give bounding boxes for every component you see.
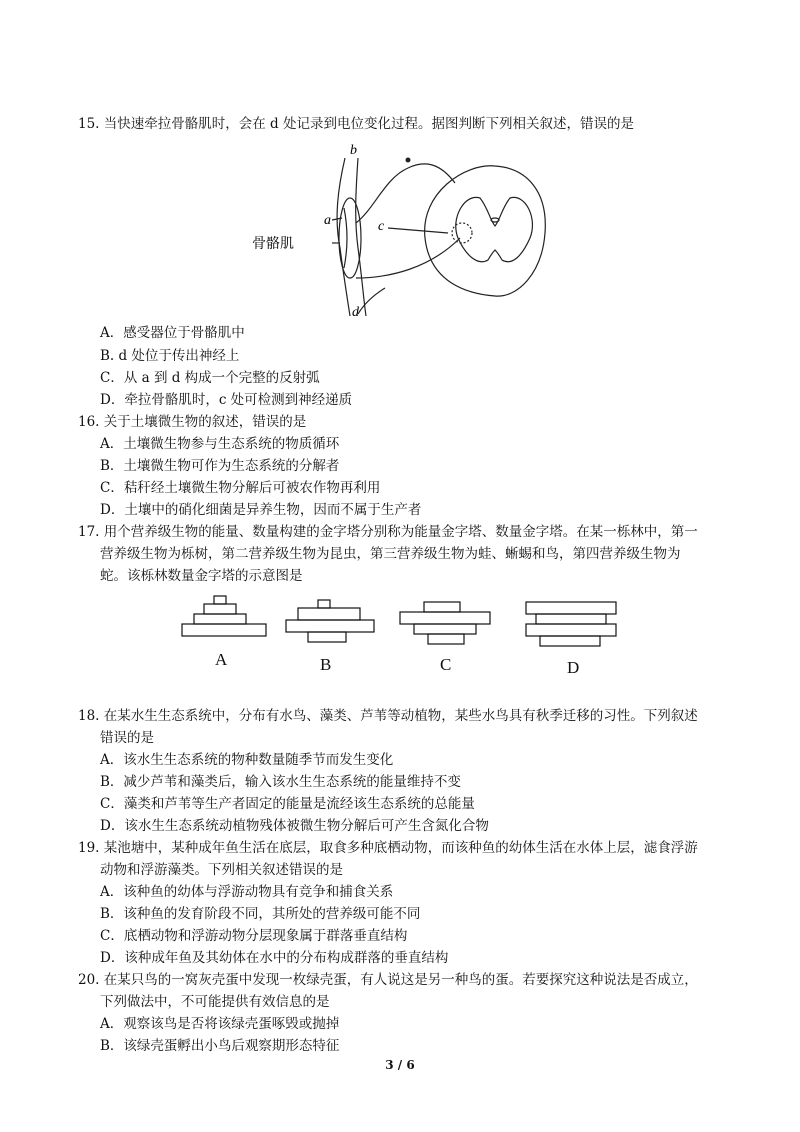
pyramid-a-level-1 [182,624,266,636]
q17-stem-line-2: 营养级生物为栎树，第二营养级生物为昆虫，第三营养级生物为蛙、蜥蜴和鸟，第四营养级生物为 [100,546,681,562]
q15-option-c: C．从 a 到 d 构成一个完整的反射弧 [100,370,320,386]
q15-option-d: D．牵拉骨骼肌时，c 处可检测到神经递质 [100,392,353,408]
label-muscle: 骨骼肌 [252,236,294,252]
q16-stem: 16. 关于土壤微生物的叙述，错误的是 [78,414,307,430]
q18-option-a: A．该水生生态系统的物种数量随季节而发生变化 [100,752,394,768]
pyramid-b-level-1 [308,632,346,642]
q15-option-b: B. d 处位于传出神经上 [100,348,240,364]
q20-stem-line-2: 下列做法中，不可能提供有效信息的是 [100,994,330,1010]
label-d: d [352,305,359,320]
q18-option-c: C．藻类和芦苇等生产者固定的能量是流经该生态系统的总能量 [100,796,475,812]
q18-option-d: D．该水生生态系统动植物残体被微生物分解后可产生含氮化合物 [100,818,489,834]
pyramid-d-level-1 [540,636,600,646]
q19-option-a: A．该种鱼的幼体与浮游动物具有竞争和捕食关系 [100,884,394,900]
label-b: b [350,143,357,158]
pyramid-a-level-2 [194,614,246,624]
q17-stem-line-3: 蛇。该栎林数量金字塔的示意图是 [100,568,303,584]
q16-option-c: C．秸秆经土壤微生物分解后可被农作物再利用 [100,480,381,496]
q19-option-c: C．底栖动物和浮游动物分层现象属于群落垂直结构 [100,928,408,944]
q15-stem: 15. 当快速牵拉骨骼肌时，会在 d 处记录到电位变化过程。据图判断下列相关叙述，错误的是 [78,116,634,132]
pyramid-label-d: D [567,658,580,677]
q20-option-b: B．该绿壳蛋孵出小鸟后观察期形态特征 [100,1038,340,1054]
q18-stem-line-2: 错误的是 [100,730,154,746]
pyramid-c-level-4 [424,602,460,612]
page-number: 3 / 6 [385,1058,415,1072]
pyramid-label-c: C [440,655,452,674]
q16-option-d: D．土壤中的硝化细菌是异养生物，因而不属于生产者 [100,502,422,518]
pyramid-b-level-3 [298,608,360,620]
pyramid-d-level-2 [526,624,616,636]
pyramid-c-level-1 [428,634,464,644]
q19-option-d: D．该种成年鱼及其幼体在水中的分布构成群落的垂直结构 [100,950,449,966]
q19-stem-line-2: 动物和浮游藻类。下列相关叙述错误的是 [100,862,343,878]
q18-option-b: B．减少芦苇和藻类后，输入该水生生态系统的能量维持不变 [100,774,461,790]
pyramid-d-level-3 [536,614,606,624]
q20-stem-line-1: 20. 在某只鸟的一窝灰壳蛋中发现一枚绿壳蛋，有人说这是另一种鸟的蛋。若要探究这种说法是否成立， [78,972,698,988]
q16-option-a: A．土壤微生物参与生态系统的物质循环 [100,436,340,452]
pyramid-c-level-3 [400,612,490,624]
label-c: c [378,219,385,234]
pyramid-label-a: A [215,650,228,669]
q16-option-b: B．土壤微生物可作为生态系统的分解者 [100,458,340,474]
pyramid-c-level-2 [414,624,476,634]
q17-stem-line-1: 17. 用个营养级生物的能量、数量构建的金字塔分别称为能量金字塔、数量金字塔。在某一栎林中，第一 [78,524,698,540]
q18-stem-line-1: 18. 在某水生生态系统中，分布有水鸟、藻类、芦苇等动植物，某些水鸟具有秋季迁移的习性。下列叙述 [78,708,698,724]
q19-stem-line-1: 19. 某池塘中，某种成年鱼生活在底层，取食多种底栖动物，而该种鱼的幼体生活在水体上层，滤食浮游 [78,840,698,856]
label-a: a [324,213,331,228]
pyramid-b-level-2 [286,620,374,632]
q20-option-a: A．观察该鸟是否将该绿壳蛋啄毁或抛掉 [100,1016,340,1032]
muscle-spindle [339,198,361,278]
pyramid-a-level-3 [204,604,236,614]
reflex-arc-figure [252,138,550,320]
q19-option-b: B．该种鱼的发育阶段不同，其所处的营养级可能不同 [100,906,421,922]
pyramid-label-b: B [320,655,332,674]
pyramid-b-level-4 [318,600,330,608]
pyramid-a-level-4 [214,596,226,604]
pyramid-options-figure [170,592,630,652]
q15-option-a: A．感受器位于骨骼肌中 [100,325,245,341]
pyramid-d-level-4 [526,602,616,614]
